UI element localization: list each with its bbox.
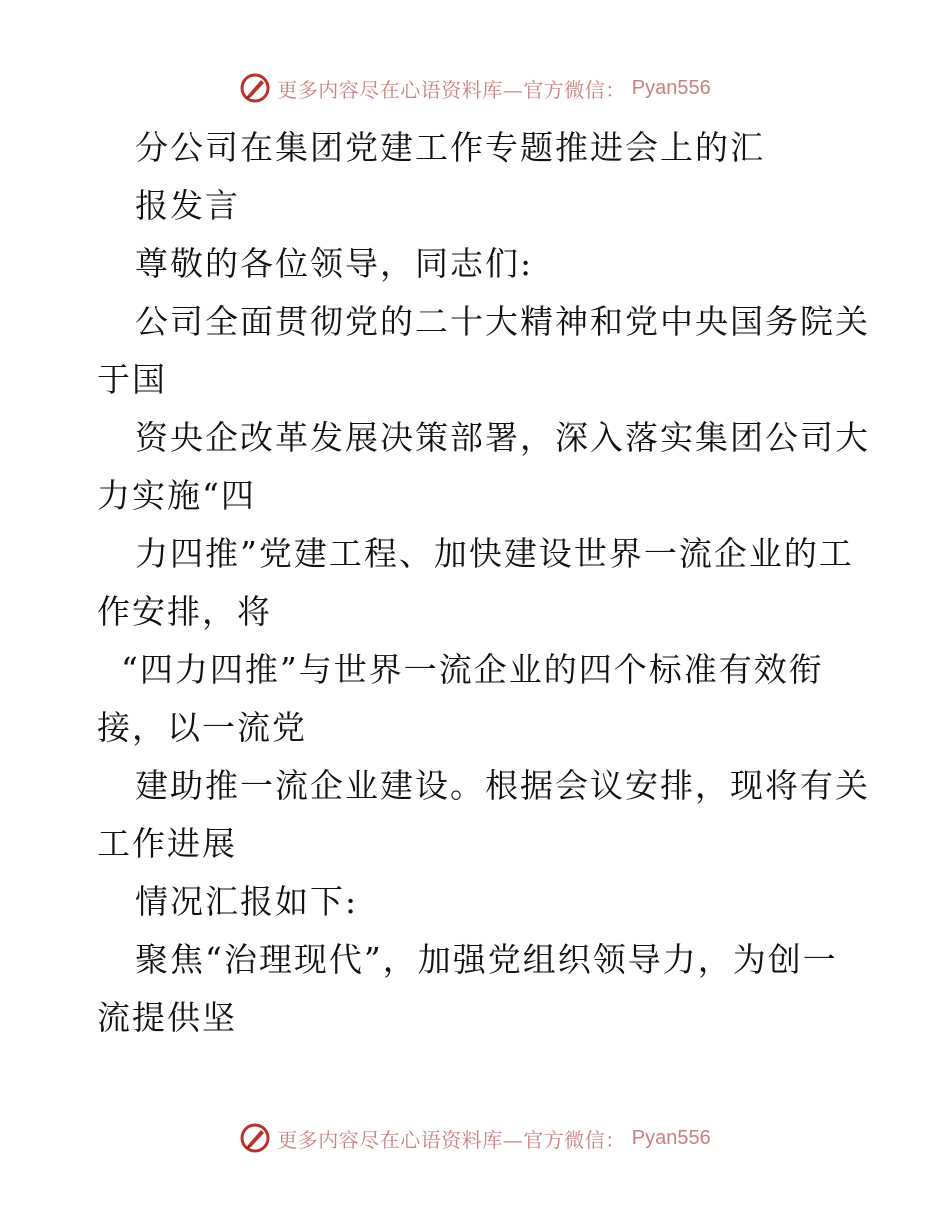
paragraph-line: 聚焦“治理现代”，加强党组织领导力，为创一 (135, 940, 838, 979)
paragraph-line: 接，以一流党 (97, 708, 307, 747)
footer-watermark (0, 1122, 950, 1154)
document-title-line-1: 分公司在集团党建工作专题推进会上的汇 (135, 128, 765, 167)
document-body (97, 119, 870, 1047)
salutation: 尊敬的各位领导，同志们: (135, 244, 534, 283)
watermark-text: 更多内容尽在心语资料库—官方微信： (277, 1127, 626, 1152)
paragraph-line: 工作进展 (97, 824, 237, 863)
paragraph-line: 公司全面贯彻党的二十大精神和党中央国务院关 (135, 302, 870, 341)
watermark-wechat-id: Pyan556 (631, 1126, 711, 1149)
pen-logo-icon (239, 72, 271, 104)
paragraph-line: 资央企改革发展决策部署，深入落实集团公司大 (135, 418, 870, 457)
paragraph-line: 情况汇报如下: (135, 882, 359, 921)
paragraph-line: 力实施“四 (97, 476, 256, 515)
watermark-wechat-id: Pyan556 (631, 76, 711, 99)
paragraph-line: “四力四推”与世界一流企业的四个标准有效衔 (121, 650, 824, 689)
pen-logo-icon (239, 1122, 271, 1154)
header-watermark (0, 72, 950, 104)
paragraph-line: 于国 (97, 360, 167, 399)
paragraph-line: 力四推”党建工程、加快建设世界一流企业的工 (135, 534, 854, 573)
paragraph-line: 作安排，将 (97, 592, 272, 631)
paragraph-line: 建助推一流企业建设。根据会议安排，现将有关 (135, 766, 870, 805)
document-title-line-2: 报发言 (135, 186, 240, 225)
watermark-text: 更多内容尽在心语资料库—官方微信： (277, 77, 626, 102)
paragraph-line: 流提供坚 (97, 998, 237, 1037)
